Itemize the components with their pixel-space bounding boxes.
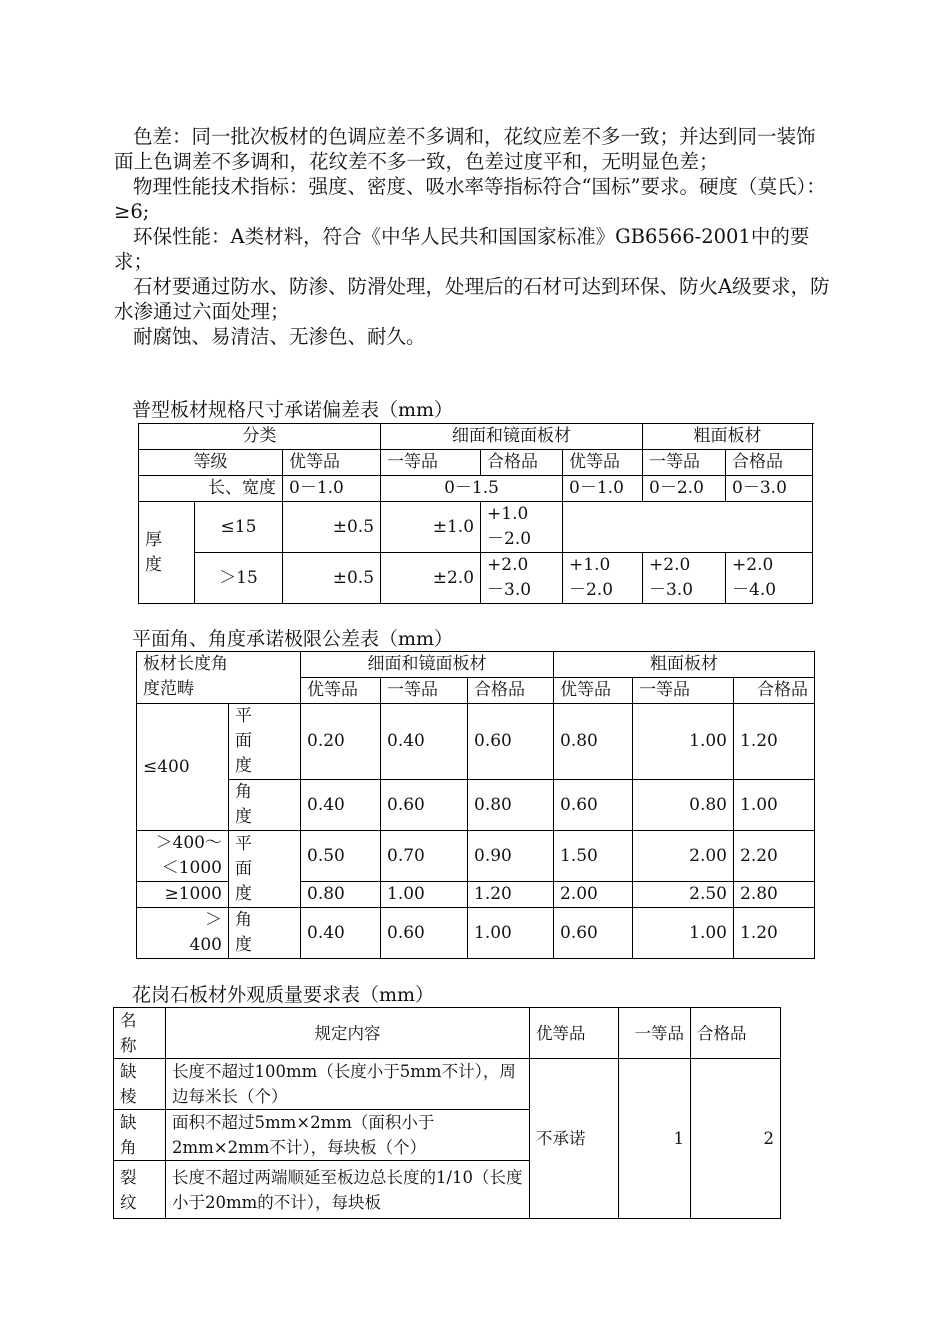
- t1-le15-empty: [563, 502, 813, 553]
- t3-grade1-value: 不承诺: [530, 1059, 619, 1219]
- t1-fine-header: 细面和镜面板材: [381, 424, 643, 450]
- t3-grade2-header: 一等品: [619, 1008, 691, 1059]
- t2-gt400-label: ＞ 400: [137, 908, 229, 959]
- t1-grade-1: 优等品: [283, 450, 381, 476]
- t1-length-v1: 0－1.0: [283, 476, 381, 502]
- t1-grade-header: 等级: [139, 450, 283, 476]
- t2-angle-label: 角 度: [229, 780, 301, 831]
- environment-text: 环保性能：A类材料，符合《中华人民共和国国家标准》GB6566-2001中的要求；: [114, 225, 810, 273]
- t2-r2-flat-5: 2.00: [633, 831, 734, 882]
- t2-r1-angle-6: 1.00: [734, 780, 815, 831]
- t2-r3-flat-3: 1.20: [468, 882, 554, 908]
- t2-r1-flat-1: 0.20: [301, 704, 381, 780]
- t2-r2-flat-4: 1.50: [554, 831, 633, 882]
- t2-r3-flat-4: 2.00: [554, 882, 633, 908]
- table2-caption: 平面角、角度承诺极限公差表（mm）: [132, 628, 454, 650]
- t2-grade-6: 合格品: [734, 678, 815, 704]
- t1-gt15-v5: +2.0 －3.0: [643, 553, 726, 604]
- t1-length-v5: 0－3.0: [726, 476, 813, 502]
- color-diff-text: 色差：同一批次板材的色调应差不多调和，花纹应差不多一致；并达到同一装饰面上色调差不多调和，花纹差不多一致，色差过度平和，无明显色差；: [114, 125, 816, 173]
- t2-r2-flat-3: 0.90: [468, 831, 554, 882]
- table2-angle-tolerance: [136, 651, 815, 959]
- t2-r3-flat-1: 0.80: [301, 882, 381, 908]
- t3-grade2-value: 1: [619, 1059, 691, 1219]
- t1-le15-v3: +1.0 －2.0: [481, 502, 563, 553]
- t1-grade-3: 合格品: [481, 450, 563, 476]
- t1-length-v2: 0－1.5: [381, 476, 563, 502]
- t2-grade-4: 优等品: [554, 678, 633, 704]
- t1-gt15-v4: +1.0 －2.0: [563, 553, 643, 604]
- t2-r2-flat-1: 0.50: [301, 831, 381, 882]
- t2-grade-3: 合格品: [468, 678, 554, 704]
- t1-gt15-label: ＞15: [195, 553, 283, 604]
- t3-name-header: 名 称: [114, 1008, 166, 1059]
- table3-caption: 花岗石板材外观质量要求表（mm）: [132, 984, 435, 1006]
- t3-row1-name: 缺 棱: [114, 1059, 166, 1110]
- table1-size-tolerance: [138, 423, 813, 604]
- t3-grade1-header: 优等品: [530, 1008, 619, 1059]
- t2-r1-flat-3: 0.60: [468, 704, 554, 780]
- t2-r4-angle-1: 0.40: [301, 908, 381, 959]
- t2-r1-angle-3: 0.80: [468, 780, 554, 831]
- t1-length-v3: 0－1.0: [563, 476, 643, 502]
- t1-length-v4: 0－2.0: [643, 476, 726, 502]
- t1-grade-6: 合格品: [726, 450, 813, 476]
- treatment-text: 石材要通过防水、防渗、防滑处理，处理后的石材可达到环保、防火A级要求，防水渗通过六面处理；: [114, 275, 830, 323]
- t2-grade-5: 一等品: [633, 678, 734, 704]
- t1-grade-4: 优等品: [563, 450, 643, 476]
- t1-length-label: 长、宽度: [139, 476, 283, 502]
- t2-r1-flat-4: 0.80: [554, 704, 633, 780]
- t2-400-1000-label: ＞400～ ＜1000: [137, 831, 229, 882]
- t2-r4-angle-3: 1.00: [468, 908, 554, 959]
- t2-r4-angle-4: 0.60: [554, 908, 633, 959]
- t1-gt15-v1: ±0.5: [283, 553, 381, 604]
- t2-le400-label: ≤400: [137, 704, 229, 831]
- t1-le15-label: ≤15: [195, 502, 283, 553]
- t1-le15-v1: ±0.5: [283, 502, 381, 553]
- t3-row3-name: 裂 纹: [114, 1161, 166, 1219]
- t2-r1-flat-5: 1.00: [633, 704, 734, 780]
- t2-ge1000-label: ≥1000: [137, 882, 229, 908]
- t2-fine-header: 细面和镜面板材: [301, 652, 554, 678]
- t2-flatness-label: 平 面 度: [229, 704, 301, 780]
- t3-row2-name: 缺 角: [114, 1110, 166, 1161]
- t1-le15-v2: ±1.0: [381, 502, 481, 553]
- t3-grade3-header: 合格品: [691, 1008, 781, 1059]
- t2-grade-2: 一等品: [381, 678, 468, 704]
- t2-r1-angle-1: 0.40: [301, 780, 381, 831]
- t1-rough-header: 粗面板材: [643, 424, 813, 450]
- t2-rough-header: 粗面板材: [554, 652, 815, 678]
- t1-gt15-v2: ±2.0: [381, 553, 481, 604]
- t2-r1-flat-6: 1.20: [734, 704, 815, 780]
- table3-appearance-quality: [113, 1007, 781, 1219]
- t2-range-header: 板材长度角 度范畴: [137, 652, 301, 704]
- t2-r1-angle-4: 0.60: [554, 780, 633, 831]
- t1-grade-5: 一等品: [643, 450, 726, 476]
- t2-grade-1: 优等品: [301, 678, 381, 704]
- t2-r4-angle-6: 1.20: [734, 908, 815, 959]
- physical-text: 物理性能技术指标：强度、密度、吸水率等指标符合“国标”要求。硬度（莫氏）：≥6;: [114, 175, 826, 223]
- t2-r1-angle-5: 0.80: [633, 780, 734, 831]
- durability-text: 耐腐蚀、易清洁、无渗色、耐久。: [133, 325, 426, 348]
- t2-r2-flat-6: 2.20: [734, 831, 815, 882]
- t2-r4-angle-5: 1.00: [633, 908, 734, 959]
- t1-gt15-v6: +2.0 －4.0: [726, 553, 813, 604]
- t2-angle-label-2: 角 度: [229, 908, 301, 959]
- table1-caption: 普型板材规格尺寸承诺偏差表（mm）: [132, 399, 454, 421]
- t2-r2-flat-2: 0.70: [381, 831, 468, 882]
- spec-paragraphs: [114, 124, 834, 349]
- t2-flatness-label-2: 平 面 度: [229, 831, 301, 908]
- t2-r1-flat-2: 0.40: [381, 704, 468, 780]
- t2-r4-angle-2: 0.60: [381, 908, 468, 959]
- t3-content-header: 规定内容: [166, 1008, 530, 1059]
- t2-r3-flat-2: 1.00: [381, 882, 468, 908]
- t1-grade-2: 一等品: [381, 450, 481, 476]
- t3-row2-content: 面积不超过5mm×2mm（面积小于2mm×2mm不计），每块板（个）: [166, 1110, 530, 1161]
- t1-thickness-label: 厚 度: [139, 502, 195, 604]
- t2-r3-flat-5: 2.50: [633, 882, 734, 908]
- t1-category-header: 分类: [139, 424, 381, 450]
- t2-r3-flat-6: 2.80: [734, 882, 815, 908]
- t3-grade3-value: 2: [691, 1059, 781, 1219]
- t1-gt15-v3: +2.0 －3.0: [481, 553, 563, 604]
- t3-row3-content: 长度不超过两端顺延至板边总长度的1/10（长度小于20mm的不计），每块板: [166, 1161, 530, 1219]
- t2-r1-angle-2: 0.60: [381, 780, 468, 831]
- t3-row1-content: 长度不超过100mm（长度小于5mm不计），周边每米长（个）: [166, 1059, 530, 1110]
